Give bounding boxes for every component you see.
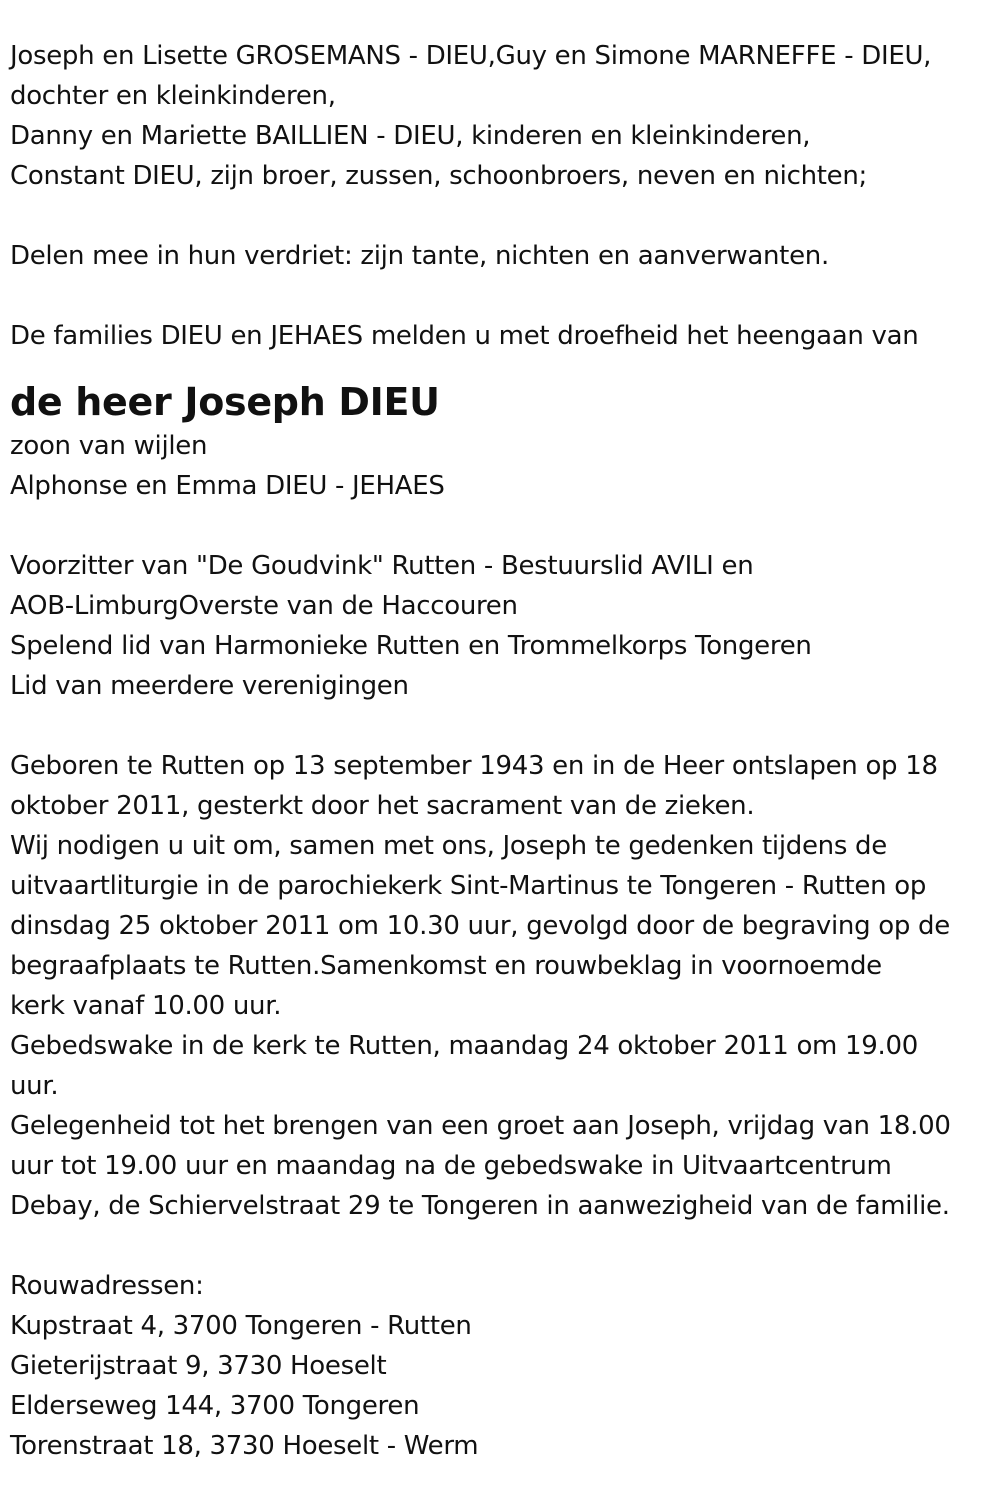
spacer (10, 356, 995, 378)
role-line: Lid van meerdere verenigingen (10, 671, 409, 701)
family-line: Constant DIEU, zijn broer, zussen, schoonbroers, neven en nichten; (10, 161, 867, 191)
detail-line: Gelegenheid tot het brengen van een groet aan Joseph, vrijdag van 18.00 (10, 1111, 951, 1141)
detail-line: Gebedswake in de kerk te Rutten, maandag 24 oktober 2011 om 19.00 (10, 1031, 918, 1061)
spacer (10, 276, 995, 316)
address-line: Kupstraat 4, 3700 Tongeren - Rutten (10, 1311, 472, 1341)
detail-line: uitvaartliturgie in de parochiekerk Sint-Martinus te Tongeren - Rutten op (10, 871, 927, 901)
detail-line: begraafplaats te Rutten.Samenkomst en rouwbeklag in voornoemde (10, 951, 882, 981)
parents-line: zoon van wijlen (10, 431, 208, 461)
detail-line: Geboren te Rutten op 13 september 1943 en in de Heer ontslapen op 18 (10, 751, 938, 781)
addresses-heading: Rouwadressen: (10, 1271, 204, 1301)
detail-line: uur. (10, 1071, 59, 1101)
sharing-grief-line: Delen mee in hun verdriet: zijn tante, nichten en aanverwanten. (10, 241, 829, 271)
spacer (10, 506, 995, 546)
role-line: AOB-LimburgOverste van de Haccouren (10, 591, 518, 621)
role-line: Spelend lid van Harmonieke Rutten en Trommelkorps Tongeren (10, 631, 812, 661)
address-line: Torenstraat 18, 3730 Hoeselt - Werm (10, 1431, 479, 1461)
details-section (10, 746, 995, 1226)
spacer (10, 1226, 995, 1266)
deceased-name: de heer Joseph DIEU (10, 380, 440, 424)
parents-section (10, 426, 995, 506)
detail-line: oktober 2011, gesterkt door het sacrament van de zieken. (10, 791, 755, 821)
detail-line: Debay, de Schiervelstraat 29 te Tongeren in aanwezigheid van de familie. (10, 1191, 950, 1221)
role-line: Voorzitter van "De Goudvink" Rutten - Bestuurslid AVILI en (10, 551, 754, 581)
spacer (10, 196, 995, 236)
detail-line: kerk vanaf 10.00 uur. (10, 991, 282, 1021)
roles-section (10, 546, 995, 706)
detail-line: uur tot 19.00 uur en maandag na de gebedswake in Uitvaartcentrum (10, 1151, 892, 1181)
obituary-document (10, 36, 995, 1466)
address-line: Gieterijstraat 9, 3730 Hoeselt (10, 1351, 387, 1381)
family-line: Danny en Mariette BAILLIEN - DIEU, kinderen en kleinkinderen, (10, 121, 811, 151)
address-line: Elderseweg 144, 3700 Tongeren (10, 1391, 420, 1421)
announcement-line: De families DIEU en JEHAES melden u met droefheid het heengaan van (10, 321, 919, 351)
detail-line: Wij nodigen u uit om, samen met ons, Joseph te gedenken tijdens de (10, 831, 887, 861)
family-intro-section (10, 36, 995, 196)
addresses-section (10, 1266, 995, 1466)
family-line: dochter en kleinkinderen, (10, 81, 336, 111)
parents-line: Alphonse en Emma DIEU - JEHAES (10, 471, 445, 501)
family-line: Joseph en Lisette GROSEMANS - DIEU,Guy en Simone MARNEFFE - DIEU, (10, 41, 932, 71)
spacer (10, 706, 995, 746)
detail-line: dinsdag 25 oktober 2011 om 10.30 uur, gevolgd door de begraving op de (10, 911, 950, 941)
